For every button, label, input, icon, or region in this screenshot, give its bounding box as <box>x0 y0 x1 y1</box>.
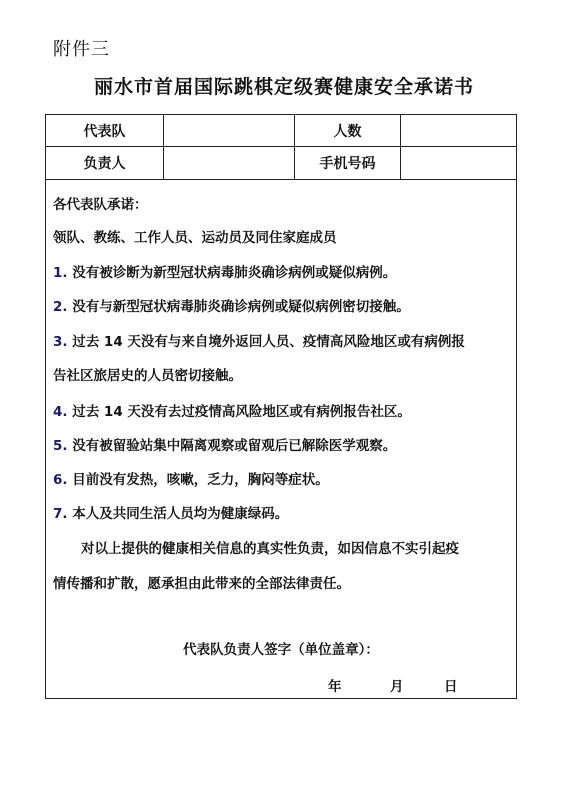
date-day: 日 <box>444 679 458 695</box>
attachment-label: 附件三 <box>53 39 110 60</box>
pledge-item <box>53 468 329 488</box>
phone-value-field[interactable] <box>401 147 516 179</box>
count-value-field[interactable] <box>401 115 516 146</box>
leader-value-field[interactable] <box>164 147 295 179</box>
pledge-form <box>45 114 517 699</box>
pledge-item <box>53 400 411 420</box>
item-text: 没有被留验站集中隔离观察或留观后已解除医学观察。 <box>72 438 397 454</box>
item-number: 4. <box>53 404 68 420</box>
item-number: 2. <box>53 299 68 315</box>
item-text: 目前没有发热，咳嗽，乏力，胸闷等症状。 <box>72 472 329 488</box>
pledge-item <box>53 330 465 350</box>
pledge-item-continuation: 告社区旅居史的人员密切接触。 <box>53 368 242 384</box>
leader-label: 负责人 <box>46 147 164 179</box>
team-label: 代表队 <box>46 115 164 146</box>
responsibility-statement-continuation: 情传播和扩散，愿承担由此带来的全部法律责任。 <box>53 576 350 592</box>
item-text: 没有被诊断为新型冠状病毒肺炎确诊病例或疑似病例。 <box>72 265 397 281</box>
pledge-item <box>53 261 396 281</box>
count-label: 人数 <box>295 115 401 146</box>
signature-label: 代表队负责人签字（单位盖章）： <box>183 642 379 658</box>
form-row-leader <box>46 147 516 180</box>
pledge-item <box>53 434 396 454</box>
form-row-team <box>46 115 516 147</box>
team-value-field[interactable] <box>164 115 295 146</box>
item-text: 没有与新型冠状病毒肺炎确诊病例或疑似病例密切接触。 <box>72 299 410 315</box>
item-number: 5. <box>53 438 68 454</box>
date-year: 年 <box>328 679 342 695</box>
item-text: 本人及共同生活人员均为健康绿码。 <box>72 506 289 522</box>
item-text: 过去 14 天没有去过疫情高风险地区或有病例报告社区。 <box>72 404 411 420</box>
item-number: 7. <box>53 506 68 522</box>
item-number: 3. <box>53 334 68 350</box>
pledge-item <box>53 295 410 315</box>
pledge-subjects: 领队、教练、工作人员、运动员及同住家庭成员 <box>53 230 337 246</box>
item-text: 过去 14 天没有与来自境外返回人员、疫情高风险地区或有病例报 <box>72 334 465 350</box>
phone-label: 手机号码 <box>295 147 401 179</box>
item-number: 6. <box>53 472 68 488</box>
date-month: 月 <box>390 679 404 695</box>
document-title: 丽水市首届国际跳棋定级赛健康安全承诺书 <box>93 76 474 98</box>
pledge-item <box>53 502 288 522</box>
pledge-intro: 各代表队承诺： <box>53 197 148 213</box>
item-number: 1. <box>53 265 68 281</box>
responsibility-statement: 对以上提供的健康相关信息的真实性负责，如因信息不实引起疫 <box>81 541 459 557</box>
